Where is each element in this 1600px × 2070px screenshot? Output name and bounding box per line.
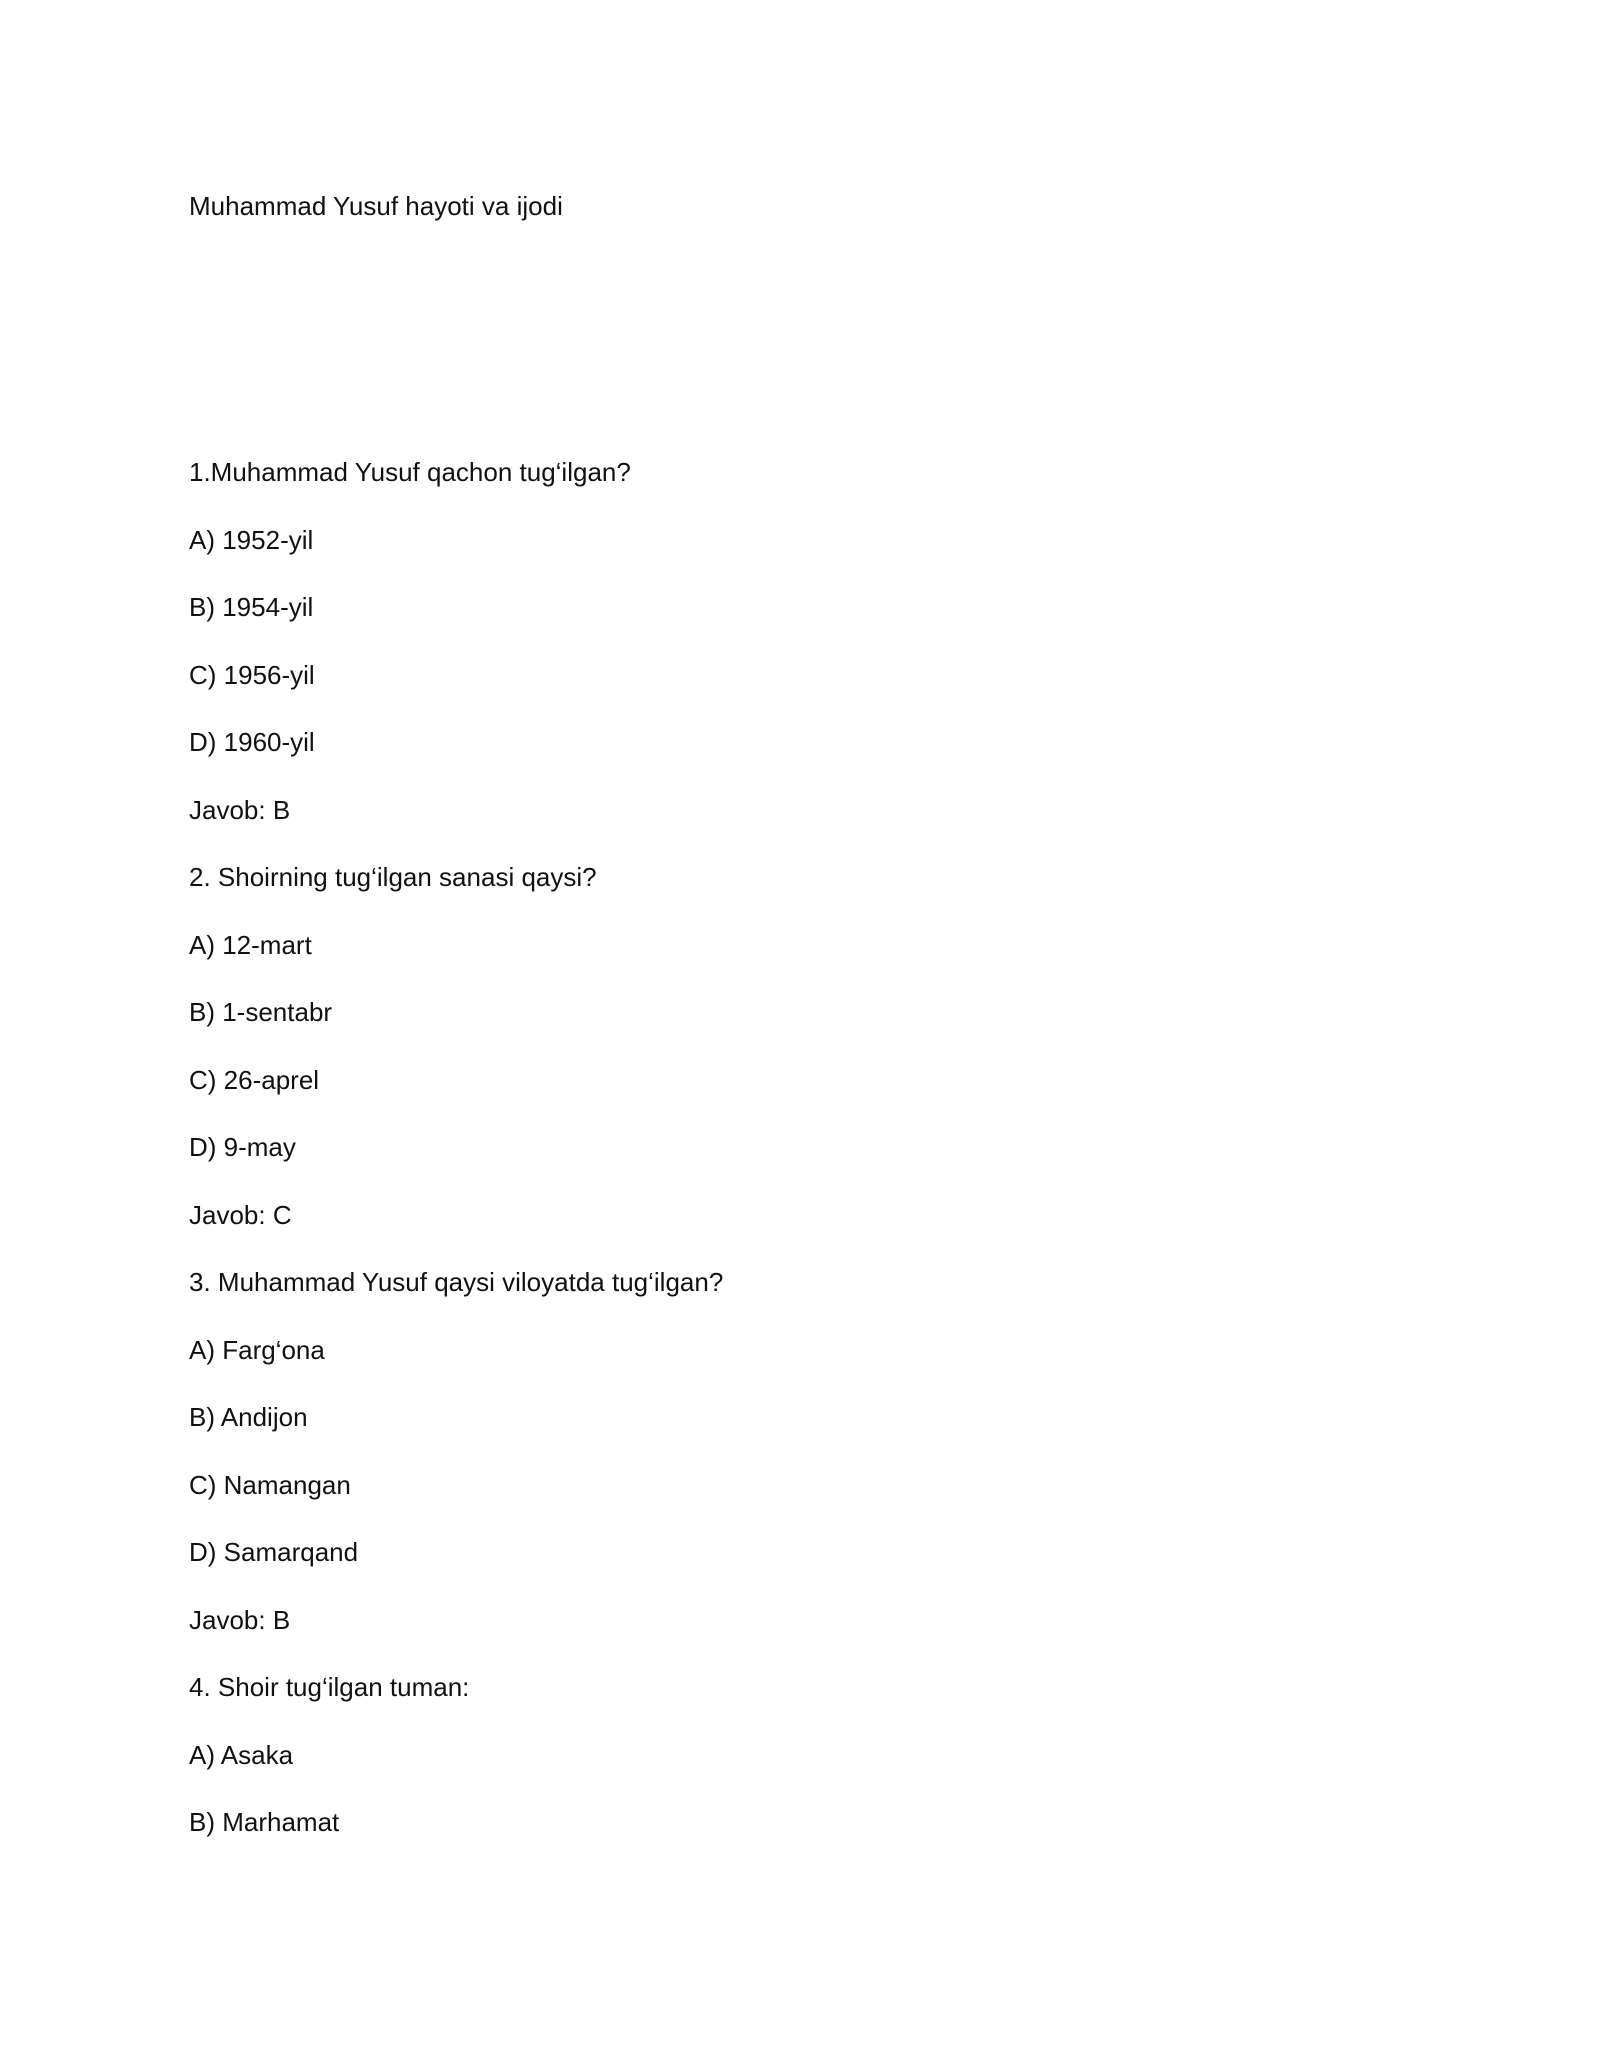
question-2-option-b: B) 1-sentabr [189,997,333,1027]
question-3-option-c: C) Namangan [189,1469,351,1500]
document-title: Muhammad Yusuf hayoti va ijodi [189,191,563,221]
document-body [189,190,1409,1874]
question-1: 1.Muhammad Yusuf qachon tug‘ilgan? [189,457,631,487]
question-2-option-d: D) 9-may [189,1132,296,1162]
question-1-option-b: B) 1954-yil [189,592,314,622]
question-2-answer: Javob: C [189,1199,292,1230]
question-1-answer: Javob: B [189,794,291,825]
question-2: 2. Shoirning tug‘ilgan sanasi qaysi? [189,862,597,892]
question-2-option-a: A) 12-mart [189,929,312,960]
title-spacing [189,222,1409,456]
question-1-option-a: A) 1952-yil [189,524,314,555]
question-3-option-d: D) Samarqand [189,1537,359,1567]
question-1-option-c: C) 1956-yil [189,659,315,690]
question-3-answer: Javob: B [189,1604,291,1635]
question-4: 4. Shoir tug‘ilgan tuman: [189,1672,470,1702]
question-3-option-b: B) Andijon [189,1402,308,1432]
question-3: 3. Muhammad Yusuf qaysi viloyatda tug‘ilgan? [189,1267,724,1297]
question-4-option-a: A) Asaka [189,1739,294,1770]
question-3-option-a: A) Farg‘ona [189,1334,325,1365]
question-1-option-d: D) 1960-yil [189,727,315,757]
question-4-option-b: B) Marhamat [189,1807,340,1837]
question-2-option-c: C) 26-aprel [189,1064,320,1095]
